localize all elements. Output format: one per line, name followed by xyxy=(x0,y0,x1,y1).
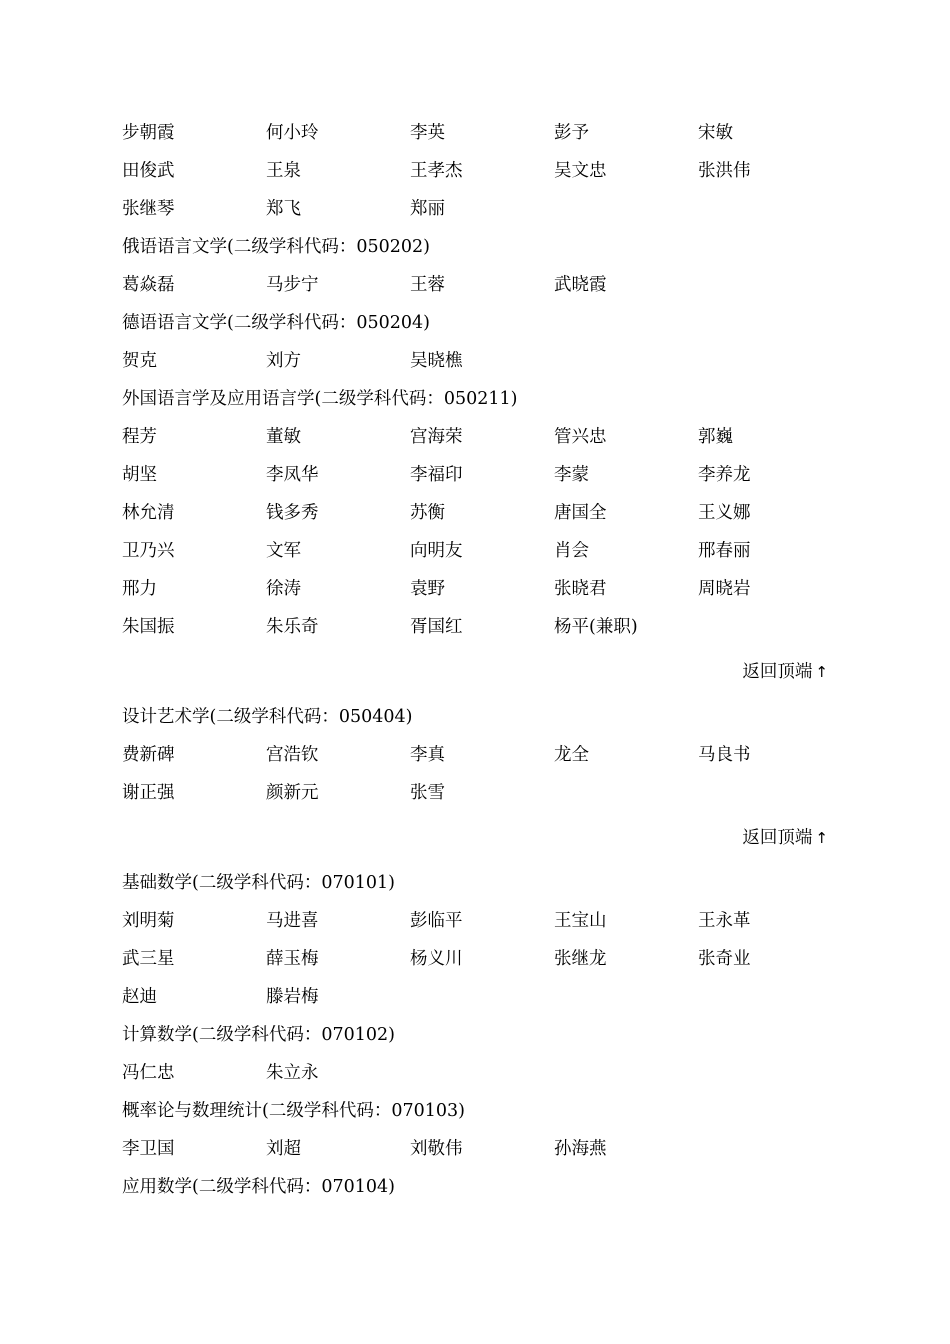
subject-section xyxy=(122,1016,828,1092)
subject-section xyxy=(122,698,828,862)
faculty-name: 孙海燕 xyxy=(554,1139,607,1159)
name-row xyxy=(122,494,828,532)
faculty-name: 刘敬伟 xyxy=(410,1139,463,1159)
subject-heading: 俄语语言文学(二级学科代码：050202) xyxy=(122,237,430,257)
faculty-name: 肖会 xyxy=(554,541,589,561)
faculty-name: 苏衡 xyxy=(410,503,445,523)
subject-heading: 外国语言学及应用语言学(二级学科代码：050211) xyxy=(122,389,518,409)
back-to-top-link[interactable] xyxy=(122,648,828,696)
subject-section xyxy=(122,864,828,1016)
faculty-name: 王孝杰 xyxy=(410,161,463,181)
faculty-name: 彭临平 xyxy=(410,911,463,931)
faculty-name: 郑丽 xyxy=(410,199,445,219)
faculty-name: 武三星 xyxy=(122,949,175,969)
name-row xyxy=(122,418,828,456)
faculty-name: 谢正强 xyxy=(122,783,175,803)
name-row xyxy=(122,342,828,380)
faculty-name: 王宝山 xyxy=(554,911,607,931)
faculty-name: 马良书 xyxy=(698,745,751,765)
name-row xyxy=(122,266,828,304)
faculty-name: 杨平(兼职) xyxy=(554,617,638,637)
subject-section xyxy=(122,1092,828,1168)
faculty-name: 王永革 xyxy=(698,911,751,931)
faculty-name: 武晓霞 xyxy=(554,275,607,295)
faculty-name: 李卫国 xyxy=(122,1139,175,1159)
subject-heading: 应用数学(二级学科代码：070104) xyxy=(122,1177,395,1197)
faculty-name: 张奇业 xyxy=(698,949,751,969)
faculty-name: 向明友 xyxy=(410,541,463,561)
faculty-name: 郭巍 xyxy=(698,427,733,447)
name-row xyxy=(122,940,828,978)
faculty-name: 李凤华 xyxy=(266,465,319,485)
faculty-name: 冯仁忠 xyxy=(122,1063,175,1083)
faculty-name: 胥国红 xyxy=(410,617,463,637)
faculty-name: 刘明菊 xyxy=(122,911,175,931)
faculty-name: 唐国全 xyxy=(554,503,607,523)
name-row xyxy=(122,570,828,608)
name-row xyxy=(122,736,828,774)
faculty-name: 袁野 xyxy=(410,579,445,599)
faculty-name: 宫海荣 xyxy=(410,427,463,447)
faculty-name: 杨义川 xyxy=(410,949,463,969)
faculty-name: 张雪 xyxy=(410,783,445,803)
faculty-name: 张继龙 xyxy=(554,949,607,969)
subject-heading: 德语语言文学(二级学科代码：050204) xyxy=(122,313,430,333)
faculty-name: 费新碑 xyxy=(122,745,175,765)
faculty-name: 何小玲 xyxy=(266,123,319,143)
subject-heading: 计算数学(二级学科代码：070102) xyxy=(122,1025,395,1045)
name-row xyxy=(122,190,828,228)
subject-heading: 设计艺术学(二级学科代码：050404) xyxy=(122,707,413,727)
name-row xyxy=(122,152,828,190)
faculty-name: 周晓岩 xyxy=(698,579,751,599)
faculty-name: 马步宁 xyxy=(266,275,319,295)
faculty-name: 董敏 xyxy=(266,427,301,447)
faculty-name: 邢春丽 xyxy=(698,541,751,561)
faculty-name: 田俊武 xyxy=(122,161,175,181)
faculty-name: 刘超 xyxy=(266,1139,301,1159)
faculty-name: 吴晓樵 xyxy=(410,351,463,371)
faculty-name: 邢力 xyxy=(122,579,157,599)
faculty-name: 宋敏 xyxy=(698,123,733,143)
subject-section xyxy=(122,228,828,304)
name-row xyxy=(122,1130,828,1168)
faculty-name: 步朝霞 xyxy=(122,123,175,143)
faculty-name: 胡坚 xyxy=(122,465,157,485)
faculty-name: 张继琴 xyxy=(122,199,175,219)
back-to-top-label: 返回顶端 xyxy=(742,828,813,848)
faculty-name: 朱乐奇 xyxy=(266,617,319,637)
back-to-top-label: 返回顶端 xyxy=(742,662,813,682)
faculty-name: 郑飞 xyxy=(266,199,301,219)
back-to-top-link[interactable] xyxy=(122,814,828,862)
faculty-name: 林允清 xyxy=(122,503,175,523)
name-row xyxy=(122,774,828,812)
arrow-up-icon: ↑ xyxy=(815,829,828,847)
faculty-name: 赵迪 xyxy=(122,987,157,1007)
subject-section xyxy=(122,304,828,380)
name-row xyxy=(122,608,828,646)
faculty-name: 王蓉 xyxy=(410,275,445,295)
faculty-name: 卫乃兴 xyxy=(122,541,175,561)
faculty-name: 李真 xyxy=(410,745,445,765)
faculty-name: 钱多秀 xyxy=(266,503,319,523)
faculty-name: 贺克 xyxy=(122,351,157,371)
subject-heading: 概率论与数理统计(二级学科代码：070103) xyxy=(122,1101,465,1121)
faculty-name: 颜新元 xyxy=(266,783,319,803)
subject-section xyxy=(122,380,828,696)
faculty-name: 程芳 xyxy=(122,427,157,447)
faculty-name: 刘方 xyxy=(266,351,301,371)
faculty-name: 李蒙 xyxy=(554,465,589,485)
faculty-name: 张洪伟 xyxy=(698,161,751,181)
faculty-name: 吴文忠 xyxy=(554,161,607,181)
subject-heading: 基础数学(二级学科代码：070101) xyxy=(122,873,395,893)
name-row xyxy=(122,978,828,1016)
name-row xyxy=(122,1054,828,1092)
faculty-name: 李福印 xyxy=(410,465,463,485)
faculty-name: 徐涛 xyxy=(266,579,301,599)
arrow-up-icon: ↑ xyxy=(815,663,828,681)
faculty-name: 朱国振 xyxy=(122,617,175,637)
name-row xyxy=(122,902,828,940)
document-body xyxy=(122,114,828,1206)
faculty-name: 滕岩梅 xyxy=(266,987,319,1007)
faculty-name: 文军 xyxy=(266,541,301,561)
faculty-name: 龙全 xyxy=(554,745,589,765)
faculty-name: 管兴忠 xyxy=(554,427,607,447)
faculty-name: 马进喜 xyxy=(266,911,319,931)
name-row xyxy=(122,532,828,570)
faculty-name: 王泉 xyxy=(266,161,301,181)
name-row xyxy=(122,114,828,152)
name-row xyxy=(122,456,828,494)
subject-section xyxy=(122,1168,828,1206)
faculty-name: 宫浩钦 xyxy=(266,745,319,765)
faculty-name: 张晓君 xyxy=(554,579,607,599)
faculty-name: 李英 xyxy=(410,123,445,143)
faculty-name: 薛玉梅 xyxy=(266,949,319,969)
faculty-name: 王义娜 xyxy=(698,503,751,523)
faculty-name: 葛焱磊 xyxy=(122,275,175,295)
faculty-name: 李养龙 xyxy=(698,465,751,485)
faculty-name: 朱立永 xyxy=(266,1063,319,1083)
faculty-name: 彭予 xyxy=(554,123,589,143)
subject-section xyxy=(122,114,828,228)
